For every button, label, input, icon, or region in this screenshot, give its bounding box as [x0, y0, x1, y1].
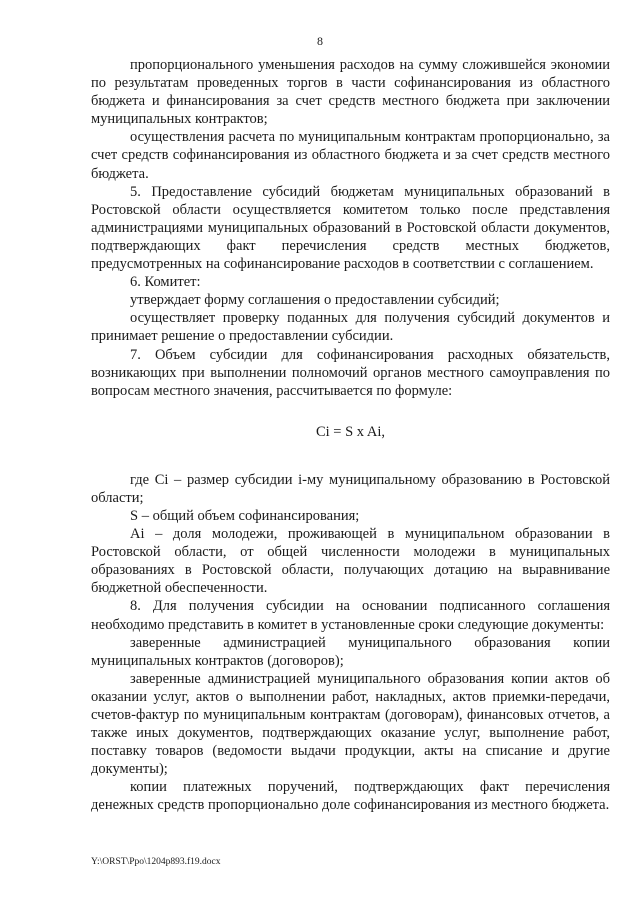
- paragraph-item-6: 6. Комитет:: [130, 274, 201, 291]
- paragraph-s-definition: S – общий объем софинансирования;: [130, 507, 360, 524]
- paragraph-calculation: осуществления расчета по муниципальным контрактам пропорционально, за счет средств софинансирования из областного бюджета и за счет средств местного бюджета.: [91, 129, 610, 182]
- subsidy-formula: Ci = S x Ai,: [315, 423, 386, 440]
- paragraph-payment-orders: копии платежных поручений, подтверждающих факт перечисления денежных средств пропорционально доле софинансирования из местного бюджета.: [91, 779, 610, 814]
- paragraph-contract-copies: заверенные администрацией муниципального образования копии муниципальных контрактов (договоров);: [91, 634, 610, 669]
- paragraph-acts-copies: заверенные администрацией муниципального образования копии актов об оказании услуг, актов о выполнении работ, накладных, актов приемки-передачи, счетов-фактур по муниципальным контрактам (договорам), финансовых отчетов, а также иных документов, подтверждающих оказание услуг, выполнение работ, поставку товаров (ведомости выдачи продукции, акты на списание и другие документы);: [91, 670, 610, 778]
- document-body: [91, 56, 610, 815]
- paragraph-reduction: пропорционального уменьшения расходов на сумму сложившейся экономии по результатам проведенных торгов в части софинансирования из областного бюджета и финансирования за счет средств местного бюджета при заключении муниципальных контрактов;: [91, 57, 610, 128]
- page-number: 8: [317, 34, 323, 48]
- paragraph-item-8: 8. Для получения субсидии на основании подписанного соглашения необходимо представить в комитет в установленные сроки следующие документы:: [91, 598, 610, 633]
- footer-file-path: Y:\ORST\Ppo\1204p893.f19.docx: [91, 857, 221, 867]
- paragraph-ai-definition: Ai – доля молодежи, проживающей в муниципальном образовании в Ростовской области, от общей численности молодежи в муниципальных образованиях в Ростовской области, получающих дотацию на выравнивание бюджетной обеспеченности.: [91, 526, 610, 597]
- paragraph-checks-documents: осуществляет проверку поданных для получения субсидий документов и принимает решение о предоставлении субсидии.: [91, 310, 610, 345]
- paragraph-item-7: 7. Объем субсидии для софинансирования расходных обязательств, возникающих при выполнении полномочий органов местного самоуправления по вопросам местного значения, рассчитывается по формуле:: [91, 346, 610, 399]
- paragraph-ci-definition: где Ci – размер субсидии i-му муниципальному образованию в Ростовской области;: [91, 471, 610, 506]
- paragraph-item-5: 5. Предоставление субсидий бюджетам муниципальных образований в Ростовской области осуществляется комитетом только после представления администрациями муниципальных образований в Ростовской области документов, подтверждающих факт перечисления средств местных бюджетов, предусмотренных на софинансирование расходов в соответствии с соглашением.: [91, 183, 610, 273]
- paragraph-approves-form: утверждает форму соглашения о предоставлении субсидий;: [130, 292, 500, 309]
